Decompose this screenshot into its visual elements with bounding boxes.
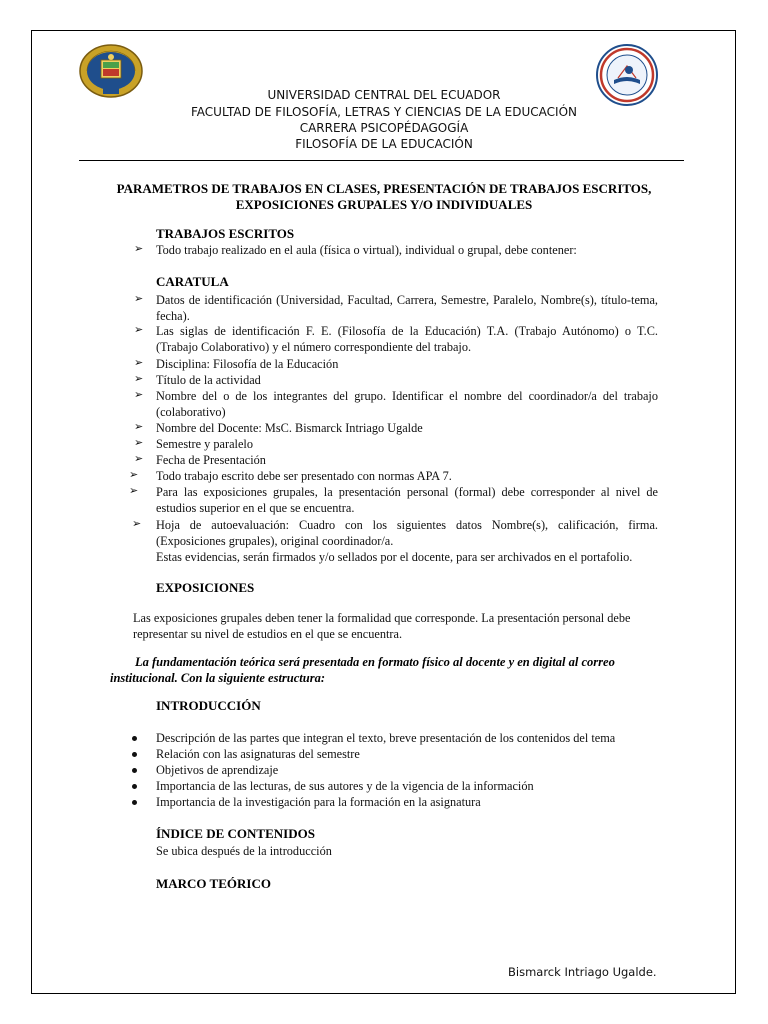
heading-exposiciones: EXPOSICIONES [156,580,255,595]
footer-author: Bismarck Intriago Ugalde. [508,965,657,979]
caratula-item: Semestre y paralelo [156,437,253,451]
bullet-dot-icon [132,768,137,773]
fundamentacion-line-1: La fundamentación teórica será presentada en formato físico al docente y en digital al correo [135,655,615,669]
title-line-1: PARAMETROS DE TRABAJOS EN CLASES, PRESENTACIÓN DE TRABAJOS ESCRITOS, [116,181,652,196]
arrow-bullet-icon: ➢ [134,243,144,255]
header-career: CARRERA PSICOPÉDAGOGÍA [299,121,469,135]
bullet-dot-icon [132,736,137,741]
arrow-bullet-icon: ➢ [129,469,139,481]
bullet-dot-icon [132,784,137,789]
caratula-item: Fecha de Presentación [156,453,266,467]
document-title [100,181,668,213]
caratula-item: Título de la actividad [156,373,261,387]
arrow-bullet-icon: ➢ [134,373,144,385]
introduccion-item: Importancia de la investigación para la formación en la asignatura [156,795,481,809]
caratula-item: Disciplina: Filosofía de la Educación [156,357,339,371]
trabajos-intro: Todo trabajo realizado en el aula (física o virtual), individual o grupal, debe contener: [156,243,577,257]
caratula-item: Nombre del Docente: MsC. Bismarck Intriago Ugalde [156,421,423,435]
introduccion-item: Relación con las asignaturas del semestre [156,747,360,761]
arrow-bullet-icon: ➢ [134,421,144,433]
arrow-bullet-icon: ➢ [134,293,144,305]
header-faculty: FACULTAD DE FILOSOFÍA, LETRAS Y CIENCIAS DE LA EDUCACIÓN [191,105,577,119]
caratula-item: Datos de identificación (Universidad, Facultad, Carrera, Semestre, Paralelo, Nombre(s), título-tema, fecha). [156,293,658,323]
exposiciones-text: Las exposiciones grupales deben tener la formalidad que corresponde. La presentación personal debe representar su nivel de estudios en el que se encuentra. [133,611,631,641]
heading-caratula: CARATULA [156,274,229,289]
introduccion-item: Importancia de las lecturas, de sus autores y de la vigencia de la información [156,779,534,793]
arrow-bullet-icon: ➢ [132,518,142,530]
arrow-bullet-icon: ➢ [134,357,144,369]
fundamentacion-line-2: institucional. Con la siguiente estructura: [110,671,325,685]
heading-introduccion: INTRODUCCIÓN [156,698,261,713]
heading-marco-teorico: MARCO TEÓRICO [156,876,271,891]
title-line-2: EXPOSICIONES GRUPALES Y/O INDIVIDUALES [235,197,533,212]
arrow-bullet-icon: ➢ [134,453,144,465]
heading-indice: ÍNDICE DE CONTENIDOS [156,826,315,841]
header-subject: FILOSOFÍA DE LA EDUCACIÓN [295,137,473,151]
header-divider [79,160,684,161]
fundamentacion-note [110,654,670,686]
caratula-item: Todo trabajo escrito debe ser presentado con normas APA 7. [156,469,452,483]
caratula-item: Nombre del o de los integrantes del grupo. Identificar el nombre del coordinador/a del trabajo (colaborativo) [156,389,658,419]
bullet-dot-icon [132,800,137,805]
arrow-bullet-icon: ➢ [134,324,144,336]
header-university: UNIVERSIDAD CENTRAL DEL ECUADOR [267,88,501,102]
heading-trabajos-escritos: TRABAJOS ESCRITOS [156,226,295,241]
caratula-closing: Estas evidencias, serán firmados y/o sellados por el docente, para ser archivados en el portafolio. [156,550,633,564]
arrow-bullet-icon: ➢ [134,389,144,401]
caratula-item: Las siglas de identificación F. E. (Filosofía de la Educación) T.A. (Trabajo Autónomo) o T.C. (Trabajo Colaborativo) y el número correspondiente del trabajo. [156,324,658,354]
caratula-item: Para las exposiciones grupales, la presentación personal (formal) debe corresponder al nivel de estudios superior en el que se encuentra. [156,485,658,515]
arrow-bullet-icon: ➢ [129,485,139,497]
caratula-item: Hoja de autoevaluación: Cuadro con los siguientes datos Nombre(s), calificación, firma. (Exposiciones grupales), original coordinador/a. [156,518,658,548]
introduccion-item: Descripción de las partes que integran el texto, breve presentación de los contenidos del tema [156,731,616,745]
introduccion-item: Objetivos de aprendizaje [156,763,279,777]
indice-text: Se ubica después de la introducción [156,844,332,858]
arrow-bullet-icon: ➢ [134,437,144,449]
bullet-dot-icon [132,752,137,757]
